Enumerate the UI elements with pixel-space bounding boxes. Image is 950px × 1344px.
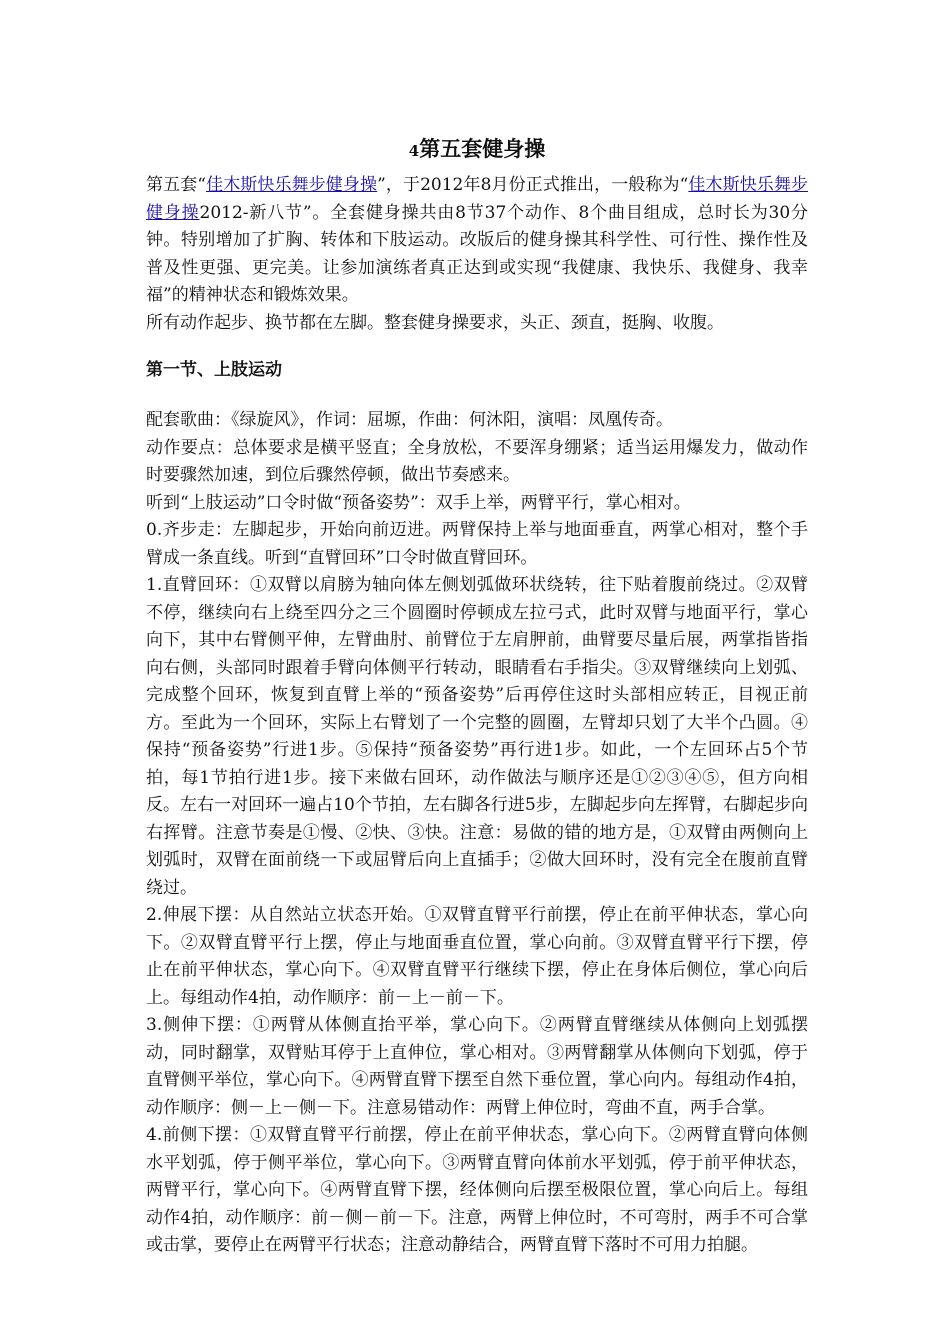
body-paragraph: 2.伸展下摆：从自然站立状态开始。①双臂直臂平行前摆，停止在前平伸状态，掌心向下。②双臂直臂平行上摆，停止与地面垂直位置，掌心向前。③双臂直臂平行下摆，停止在前平伸状态，掌心向下。④双臂直臂平行继续下摆，停止在身体后侧位，掌心向后上。每组动作4拍，动作顺序：前－上－前－下。 xyxy=(146,905,808,1008)
link-jiamusi-dance-2[interactable]: 佳木斯快乐舞步健身操 xyxy=(146,175,809,223)
title-number: 4 xyxy=(408,142,420,160)
body-paragraph: 3.侧伸下摆：①两臂从体侧直抬平举，掌心向下。②两臂直臂继续从体侧向上划弧摆动，同时翻掌，双臂贴耳停于上直伸位，掌心相对。③两臂翻掌从体侧向下划弧，停于直臂侧平举位，掌心向下。④两臂直臂下摆至自然下垂位置，掌心向内。每组动作4拍，动作顺序：侧－上－侧－下。注意易错动作：两臂上伸位时，弯曲不直，两手合掌。 xyxy=(146,1015,808,1118)
body-paragraph: 1.直臂回环：①双臂以肩膀为轴向体左侧划弧做环状绕转，往下贴着腹前绕过。②双臂不停，继续向右上绕至四分之三个圆圈时停顿成左拉弓式，此时双臂与地面平行，掌心向下，其中右臂侧平伸，左臂曲肘、前臂位于左肩胛前，曲臂要尽量后展，两掌指皆指向右侧，头部同时跟着手臂向体侧平行转动，眼睛看右手指尖。③双臂继续向上划弧、完成整个回环，恢复到直臂上举的“预备姿势”后再停住这时头部相应转正，目视正前方。至此为一个回环，实际上右臂划了一个完整的圆圈，左臂却只划了大半个凸圆。④保持“预备姿势”行进1步。⑤保持“预备姿势”再行进1步。如此，一个左回环占5个节拍，每1节拍行进1步。接下来做右回环，动作做法与顺序还是①②③④⑤，但方向相反。左右一对回环一遍占10个节拍，左右脚各行进5步，左脚起步向左挥臂，右脚起步向右挥臂。注意节奏是①慢、②快、③快。注意：易做的错的地方是，①双臂由两侧向上划弧时，双臂在面前绕一下或屈臂后向上直插手；②做大回环时，没有完全在腹前直臂绕过。 xyxy=(146,575,808,898)
page-title xyxy=(146,134,808,166)
body-paragraph: 4.前侧下摆：①双臂直臂平行前摆，停止在前平伸状态，掌心向下。②两臂直臂向体侧水平划弧，停于侧平举位，掌心向下。③两臂直臂向体前水平划弧，停于前平伸状态，两臂平行，掌心向下。④两臂直臂下摆，经体侧向后摆至极限位置，掌心向后上。每组动作4拍，动作顺序：前－侧－前－下。注意，两臂上伸位时，不可弯肘，两手不可合掌或击掌，要停止在两臂平行状态；注意动静结合，两臂直臂下落时不可用力拍腿。 xyxy=(146,1125,808,1255)
section-heading: 第一节、上肢运动 xyxy=(146,360,282,380)
intro-paragraph-2: 所有动作起步、换节都在左脚。整套健身操要求，头正、颈直，挺胸、收腹。 xyxy=(146,312,724,333)
intro-text-2: ”，于2012年8月份正式推出，一般称为“ xyxy=(377,175,689,195)
link-jiamusi-dance-1[interactable]: 佳木斯快乐舞步健身操 xyxy=(206,175,378,195)
body-paragraph: 听到“上肢运动”口令时做“预备姿势”：双手上举，两臂平行，掌心相对。 xyxy=(146,492,691,513)
intro-text-1: 第五套“ xyxy=(146,175,206,195)
body-paragraph: 动作要点：总体要求是横平竖直；全身放松，不要浑身绷紧；适当运用爆发力，做动作时要骤然加速，到位后骤然停顿，做出节奏感来。 xyxy=(146,437,808,485)
body-paragraph: 配套歌曲：《绿旋风》，作词：屈塬，作曲：何沐阳，演唱：凤凰传奇。 xyxy=(146,410,673,430)
title-text: 第五套健身操 xyxy=(419,136,546,161)
intro-paragraph xyxy=(146,172,808,310)
intro-text-3: 2012-新八节”。全套健身操共由8节37个动作、8个曲目组成，总时长为30分钟。特别增加了扩胸、转体和下肢运动。改版后的健身操其科学性、可行性、操作性及普及性更强、更完美。让参加演练者真正达到或实现“我健康、我快乐、我健身、我幸福”的精神状态和锻炼效果。 xyxy=(146,202,809,305)
document-page xyxy=(146,134,808,1260)
body-paragraph: 0.齐步走：左脚起步，开始向前迈进。两臂保持上举与地面垂直，两掌心相对，整个手臂成一条直线。听到“直臂回环”口令时做直臂回环。 xyxy=(146,520,808,568)
